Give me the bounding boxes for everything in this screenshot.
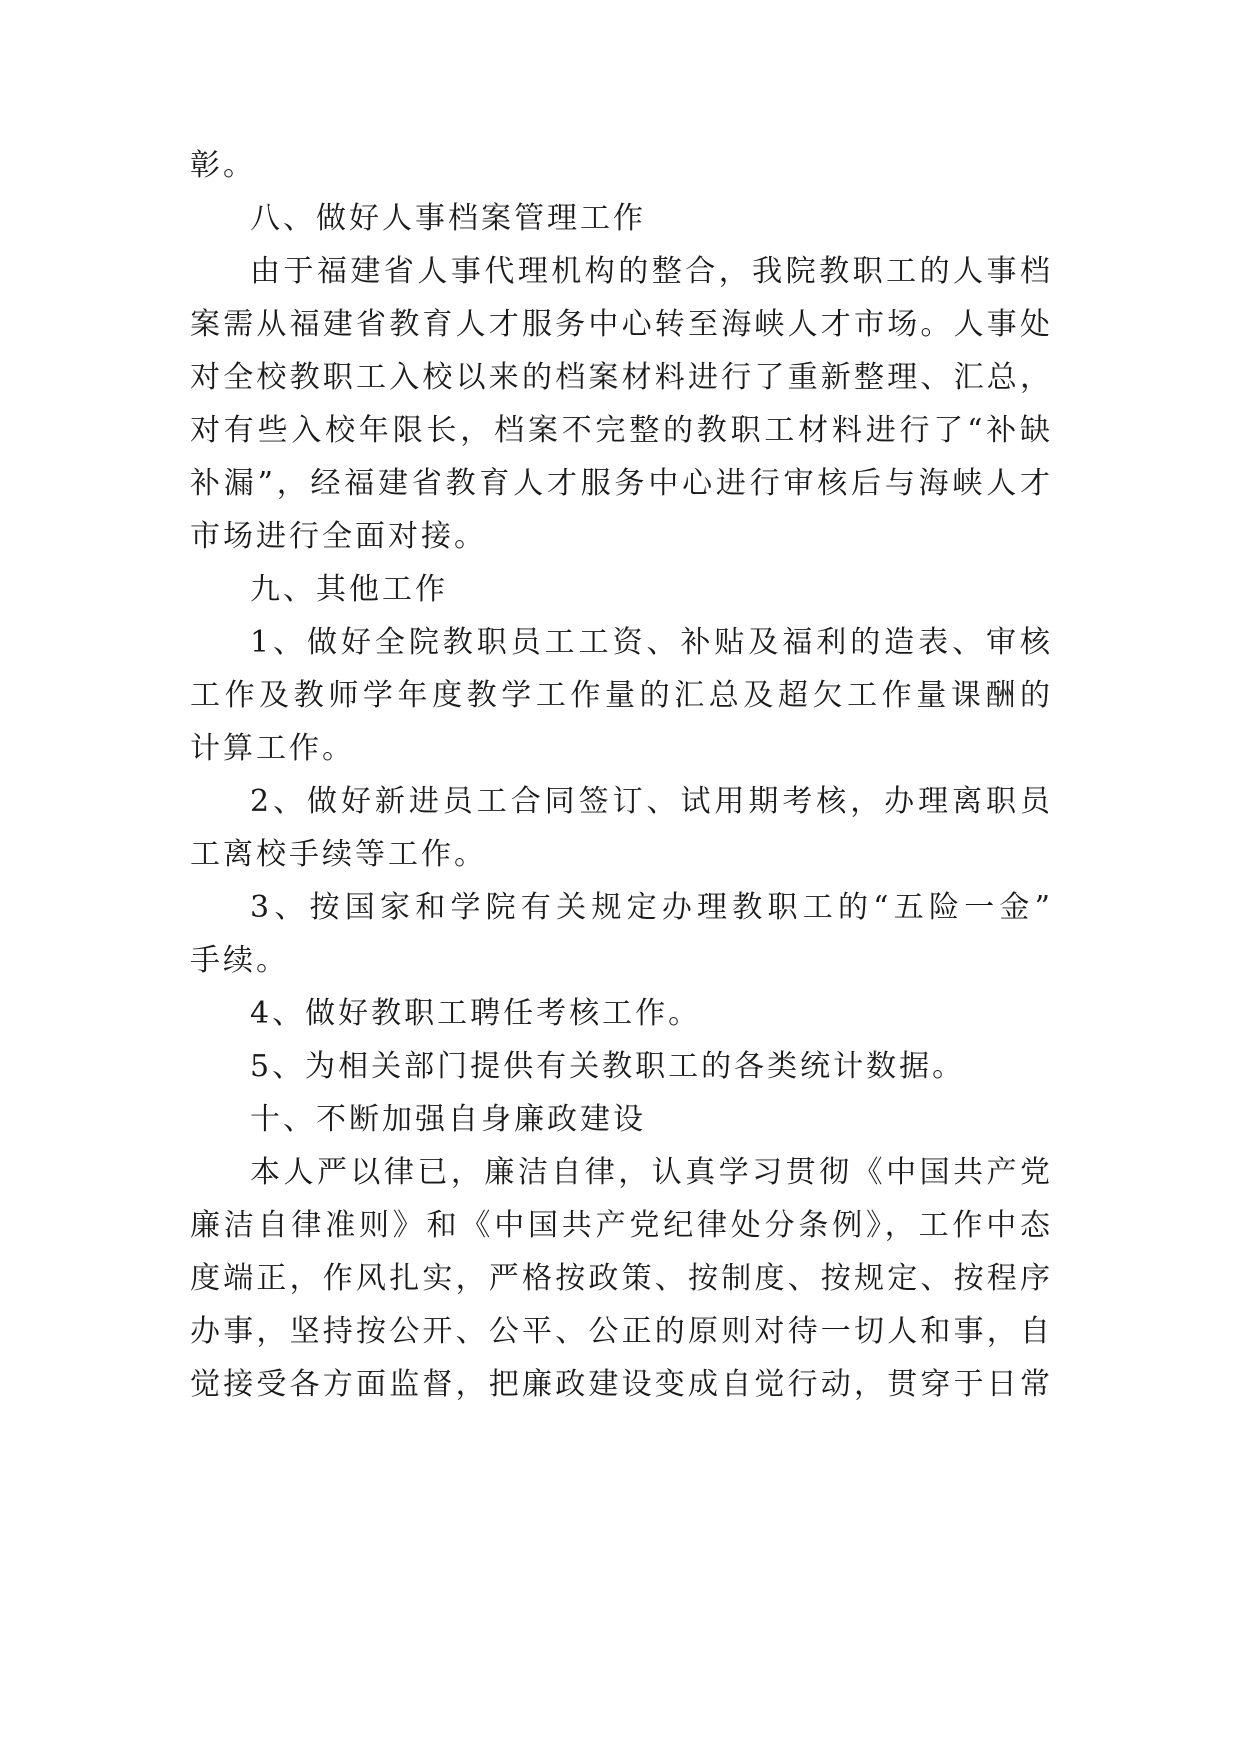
section-heading: 八、做好人事档案管理工作 [250,201,646,236]
text-line: 1、做好全院教职员工工资、补贴及福利的造表、审核 [250,625,1050,660]
text-line: 补漏”，经福建省教育人才服务中心进行审核后与海峡人才 [190,466,1050,501]
text-line: 对全校教职工入校以来的档案材料进行了重新整理、汇总， [190,360,1050,395]
text-line: 5、为相关部门提供有关教职工的各类统计数据。 [250,1049,966,1084]
section-heading: 九、其他工作 [250,572,448,607]
text-line: 手续。 [190,943,289,978]
text-line: 由于福建省人事代理机构的整合，我院教职工的人事档 [250,254,1050,289]
text-line: 4、做好教职工聘任考核工作。 [250,996,702,1031]
text-line: 2、做好新进员工合同签订、试用期考核，办理离职员 [250,784,1050,819]
section-heading: 十、不断加强自身廉政建设 [250,1102,646,1137]
text-line: 对有些入校年限长，档案不完整的教职工材料进行了“补缺 [190,413,1050,448]
text-line: 本人严以律已，廉洁自律，认真学习贯彻《中国共产党 [250,1155,1050,1190]
text-line: 计算工作。 [190,731,355,766]
text-line: 案需从福建省教育人才服务中心转至海峡人才市场。人事处 [190,307,1050,342]
text-line: 彰。 [190,148,256,183]
text-line: 市场进行全面对接。 [190,519,487,554]
text-line: 觉接受各方面监督，把廉政建设变成自觉行动，贯穿于日常 [190,1367,1050,1402]
text-line: 工作及教师学年度教学工作量的汇总及超欠工作量课酬的 [190,678,1050,713]
text-line: 办事，坚持按公开、公平、公正的原则对待一切人和事，自 [190,1314,1050,1349]
text-line: 3、按国家和学院有关规定办理教职工的“五险一金” [250,890,1050,925]
text-line: 廉洁自律准则》和《中国共产党纪律处分条例》，工作中态 [190,1208,1050,1243]
text-line: 度端正，作风扎实，严格按政策、按制度、按规定、按程序 [190,1261,1050,1296]
text-line: 工离校手续等工作。 [190,837,487,872]
